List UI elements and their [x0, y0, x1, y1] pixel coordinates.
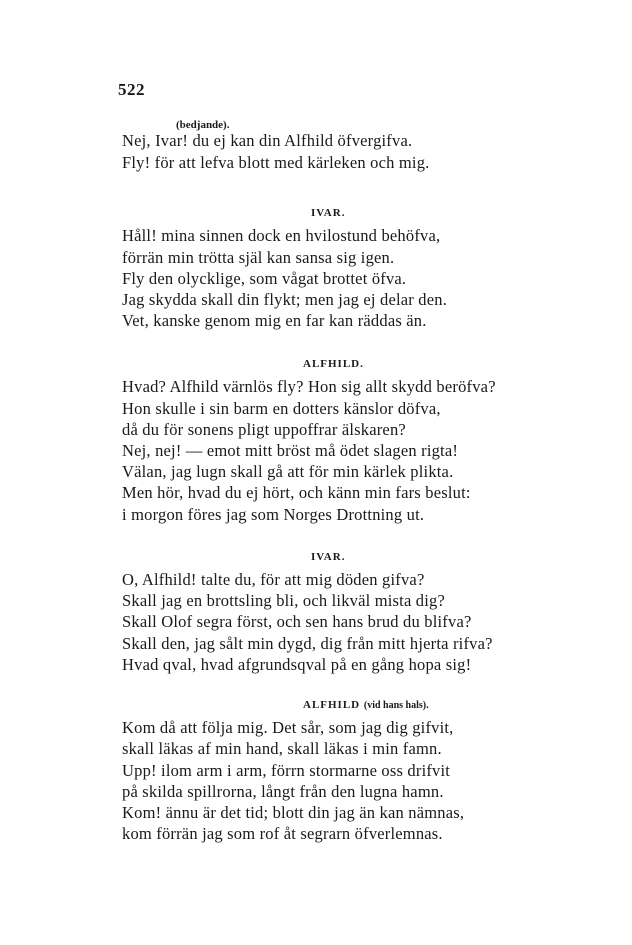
speaker-name: ALFHILD. — [303, 358, 364, 370]
verse-line: Men hör, hvad du ej hört, och känn min fars beslut: — [122, 483, 471, 502]
page-number: 522 — [118, 80, 145, 99]
verse-line: Jag skydda skall din flykt; men jag ej delar den. — [122, 290, 448, 309]
speaker-note: (vid hans hals). — [363, 700, 429, 711]
verse-line: Skall jag en brottsling bli, och likväl mista dig? — [122, 591, 446, 610]
verse-line: då du för sonens pligt uppoffrar älskaren? — [122, 420, 406, 439]
verse-line: Välan, jag lugn skall gå att för min kärlek plikta. — [122, 462, 454, 481]
verse-line: förrän min trötta själ kan sansa sig igen. — [122, 248, 395, 267]
verse-line: Håll! mina sinnen dock en hvilostund behöfva, — [122, 226, 441, 245]
verse-line: Fly! för att lefva blott med kärleken och mig. — [122, 153, 430, 172]
speaker-name: IVAR. — [311, 207, 346, 219]
verse-line: Nej, nej! — emot mitt bröst må ödet slagen rigta! — [122, 441, 459, 460]
verse-line: Hon skulle i sin barm en dotters känslor döfva, — [122, 399, 441, 418]
verse-line: Kom! ännu är det tid; blott din jag än kan nämnas, — [122, 803, 465, 822]
stage-direction: (bedjande). — [176, 119, 230, 131]
verse-line: Nej, Ivar! du ej kan din Alfhild öfvergifva. — [122, 131, 413, 150]
verse-line: Fly den olycklige, som vågat brottet öfva. — [122, 269, 407, 288]
verse-line: i morgon föres jag som Norges Drottning ut. — [122, 505, 425, 524]
verse-line: Skall Olof segra först, och sen hans brud du blifva? — [122, 612, 472, 631]
verse-line: Upp! ilom arm i arm, förrn stormarne oss drifvit — [122, 761, 451, 780]
speaker-heading — [303, 699, 429, 711]
speaker-name: ALFHILD — [303, 699, 361, 711]
verse-line: kom förrän jag som rof åt segrarn öfverlemnas. — [122, 824, 443, 843]
verse-line: skall läkas af min hand, skall läkas i min famn. — [122, 739, 442, 758]
verse-line: Skall den, jag sålt min dygd, dig från mitt hjerta rifva? — [122, 634, 493, 653]
verse-line: på skilda spillrorna, långt från den lugna hamn. — [122, 782, 444, 801]
verse-line: O, Alfhild! talte du, för att mig döden gifva? — [122, 570, 425, 589]
verse-line: Hvad qval, hvad afgrundsqval på en gång hopa sig! — [122, 655, 472, 674]
verse-line: Vet, kanske genom mig en far kan räddas än. — [122, 311, 427, 330]
speaker-name: IVAR. — [311, 551, 346, 563]
verse-line: Hvad? Alfhild värnlös fly? Hon sig allt skydd beröfva? — [122, 377, 496, 396]
verse-line: Kom då att följa mig. Det sår, som jag dig gifvit, — [122, 718, 454, 737]
